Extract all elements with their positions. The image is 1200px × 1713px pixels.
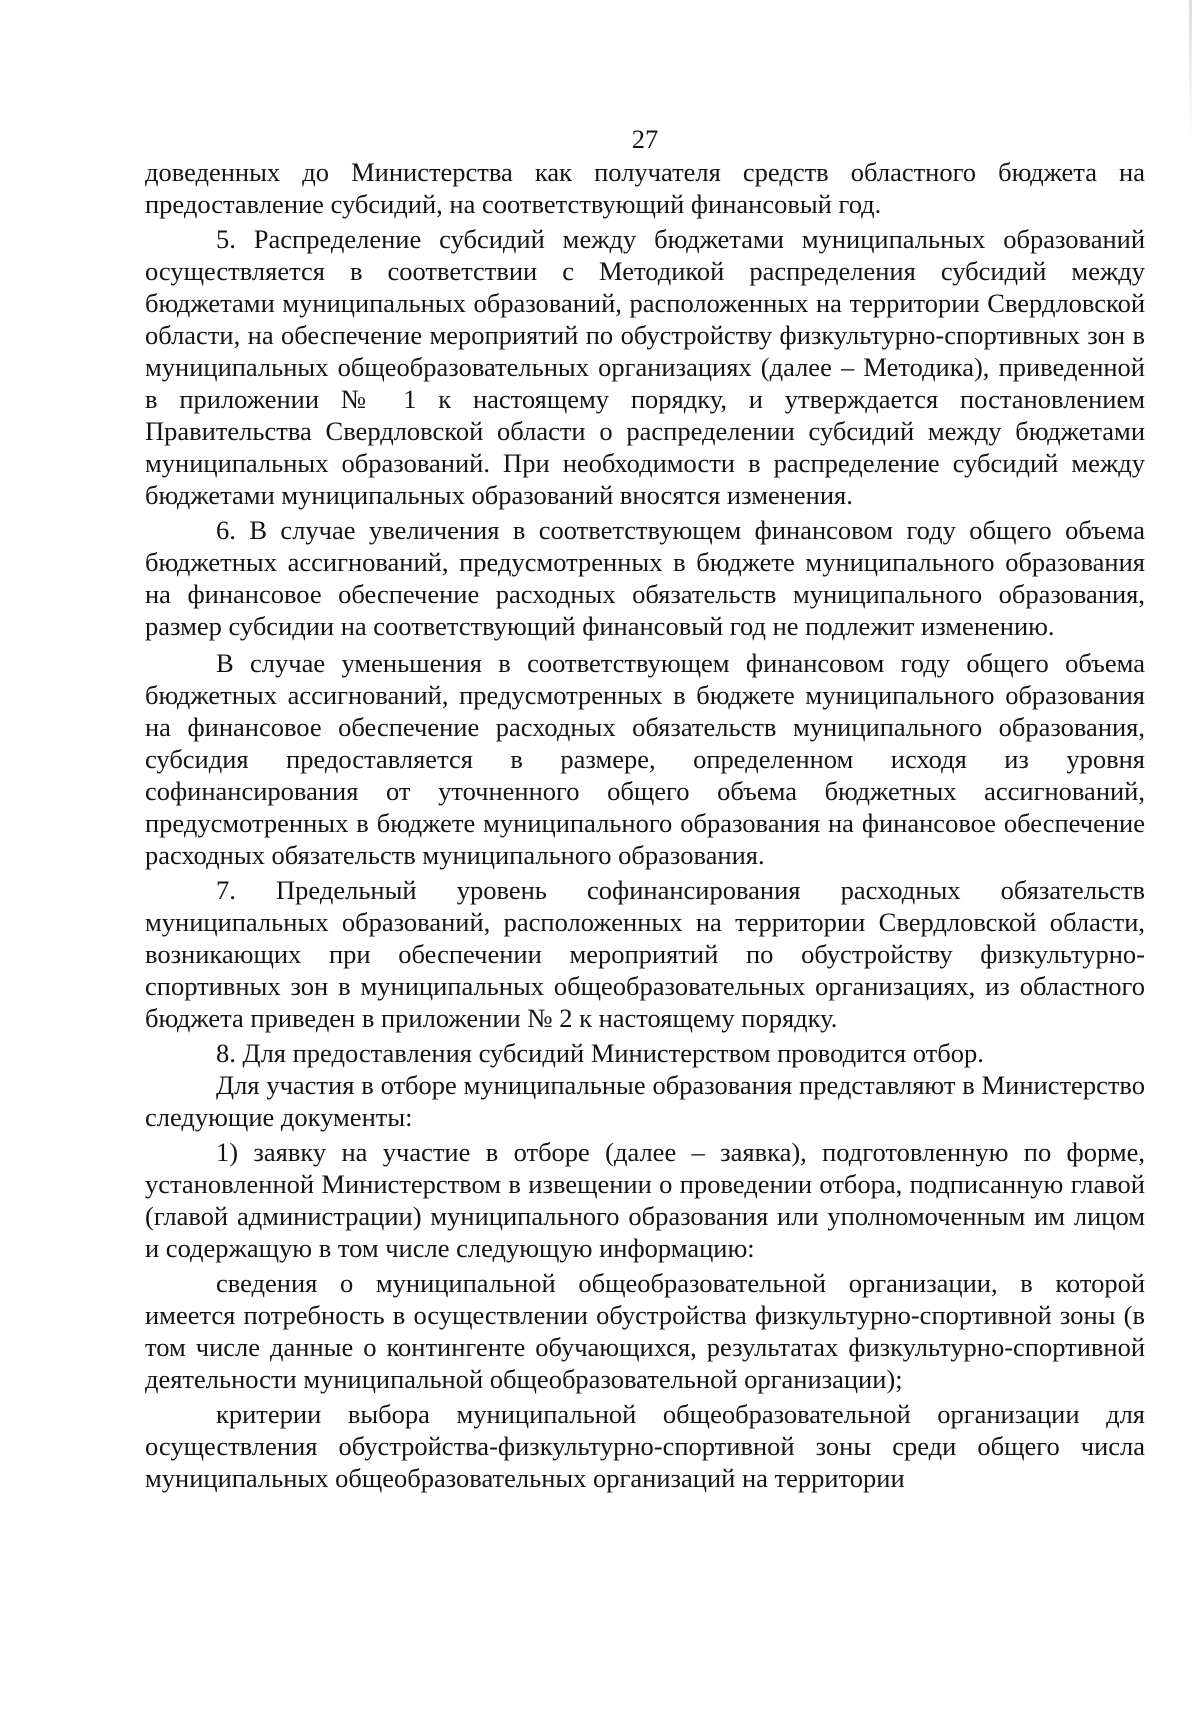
paragraph-item-6-reduction: В случае уменьшения в соответствующем финансовом году общего объема бюджетных ассигнований, предусмотренных в бюджете муниципального образования на финансовое обеспечение расходных обязательств муниципального образования, субсидия предоставляется в размере, определенном исходя из уровня софинансирования от уточненного общего объема бюджетных ассигнований, предусмотренных в бюджете муниципального образования на финансовое обеспечение расходных обязательств муниципального образования. <box>145 648 1145 870</box>
paragraph-item-6: 6. В случае увеличения в соответствующем финансовом году общего объема бюджетных ассигнований, предусмотренных в бюджете муниципального образования на финансовое обеспечение расходных обязательств муниципального образования, размер субсидии на соответствующий финансовый год не подлежит изменению. <box>145 515 1145 641</box>
paragraph-subitem-1: 1) заявку на участие в отборе (далее – заявка), подготовленную по форме, установленной Министерством в извещении о проведении отбора, подписанную главой (главой администрации) муниципального образования или уполномоченным им лицом и содержащую в том числе следующую информацию: <box>145 1137 1145 1263</box>
paragraph-item-8: 8. Для предоставления субсидий Министерством проводится отбор. <box>216 1038 984 1068</box>
paragraph-organization-info: сведения о муниципальной общеобразовательной организации, в которой имеется потребность в осуществлении обустройства физкультурно-спортивной зоны (в том числе данные о контингенте обучающихся, результатах физкультурно-спортивной деятельности муниципальной общеобразовательной организации); <box>145 1268 1145 1394</box>
scan-edge-mark <box>1189 0 1192 140</box>
paragraph-selection-criteria: критерии выбора муниципальной общеобразовательной организации для осуществления обустройства-физкультурно-спортивной зоны среди общего числа муниципальных общеобразовательных организаций на территории <box>145 1399 1145 1493</box>
paragraph-item-5: 5. Распределение субсидий между бюджетами муниципальных образований осуществляется в соответствии с Методикой распределения субсидий между бюджетами муниципальных образований, расположенных на территории Свердловской области, на обеспечение мероприятий по обустройству физкультурно-спортивных зон в муниципальных общеобразовательных организациях (далее – Методика), приведенной в приложении № 1 к настоящему порядку, и утверждается постановлением Правительства Свердловской области о распределении субсидий между бюджетами муниципальных образований. При необходимости в распределение субсидий между бюджетами муниципальных образований вносятся изменения. <box>145 224 1145 510</box>
paragraph-item-7: 7. Предельный уровень софинансирования расходных обязательств муниципальных образований, расположенных на территории Свердловской области, возникающих при обеспечении мероприятий по обустройству физкультурно-спортивных зон в муниципальных общеобразовательных организациях, из областного бюджета приведен в приложении № 2 к настоящему порядку. <box>145 875 1145 1033</box>
document-page <box>145 122 1145 1494</box>
paragraph-documents-intro: Для участия в отборе муниципальные образования представляют в Министерство следующие документы: <box>145 1070 1145 1132</box>
paragraph-continuation: доведенных до Министерства как получателя средств областного бюджета на предоставление субсидий, на соответствующий финансовый год. <box>145 157 1145 219</box>
page-number: 27 <box>631 124 659 154</box>
